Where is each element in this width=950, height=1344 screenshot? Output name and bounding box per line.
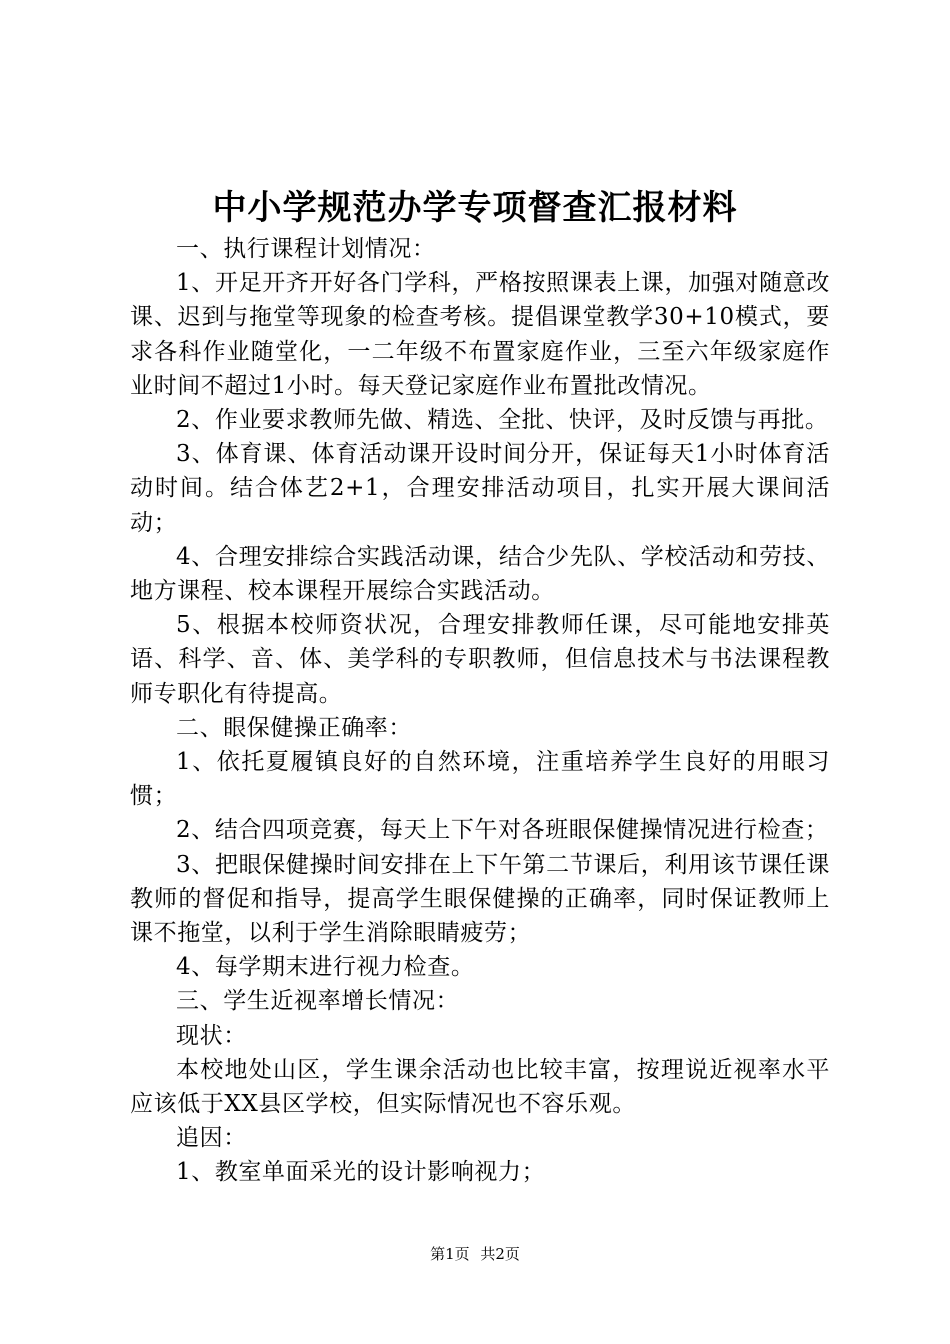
subheading-causes: 追因：	[176, 1125, 247, 1152]
section-heading-curriculum: 一、执行课程计划情况：	[176, 236, 436, 262]
section-heading-eye-exercise: 二、眼保健操正确率：	[176, 714, 412, 741]
paragraph: 1、依托夏履镇良好的自然环境，注重培养学生良好的用眼习惯；	[130, 749, 830, 810]
document-body	[130, 232, 830, 1190]
paragraph: 5、根据本校师资状况，合理安排教师任课，尽可能地安排英语、科学、音、体、美学科的专职教师，但信息技术与书法课程教师专职化有待提高。	[130, 612, 830, 707]
paragraph: 4、合理安排综合实践活动课，结合少先队、学校活动和劳技、地方课程、校本课程开展综合实践活动。	[130, 543, 830, 605]
paragraph: 3、体育课、体育活动课开设时间分开，保证每天1小时体育活动时间。结合体艺2+1，合理安排活动项目，扎实开展大课间活动；	[130, 441, 830, 536]
paragraph: 1、开足开齐开好各门学科，严格按照课表上课，加强对随意改课、迟到与拖堂等现象的检查考核。提倡课堂教学30+10模式，要求各科作业随堂化，一二年级不布置家庭作业，三至六年级家庭作业时间不超过1小时。每天登记家庭作业布置批改情况。	[130, 270, 830, 399]
paragraph: 1、教室单面采光的设计影响视力；	[176, 1159, 546, 1186]
paragraph: 3、把眼保健操时间安排在上下午第二节课后，利用该节课任课教师的督促和指导，提高学生眼保健操的正确率，同时保证教师上课不拖堂，以利于学生消除眼睛疲劳；	[130, 851, 830, 947]
page-total: 共2页	[480, 1245, 520, 1263]
paragraph: 2、结合四项竞赛，每天上下午对各班眼保健操情况进行检查；	[176, 817, 829, 844]
paragraph: 2、作业要求教师先做、精选、全批、快评，及时反馈与再批。	[176, 407, 829, 434]
page-number: 第1页	[430, 1245, 470, 1263]
paragraph: 本校地处山区，学生课余活动也比较丰富，按理说近视率水平应该低于XX县区学校，但实际情况也不容乐观。	[130, 1056, 830, 1118]
paragraph: 4、每学期末进行视力检查。	[176, 954, 475, 981]
page-footer	[0, 1244, 950, 1264]
document-title: 中小学规范办学专项督查汇报材料	[212, 188, 738, 228]
section-heading-myopia: 三、学生近视率增长情况：	[176, 988, 460, 1015]
subheading-status: 现状：	[176, 1022, 247, 1049]
